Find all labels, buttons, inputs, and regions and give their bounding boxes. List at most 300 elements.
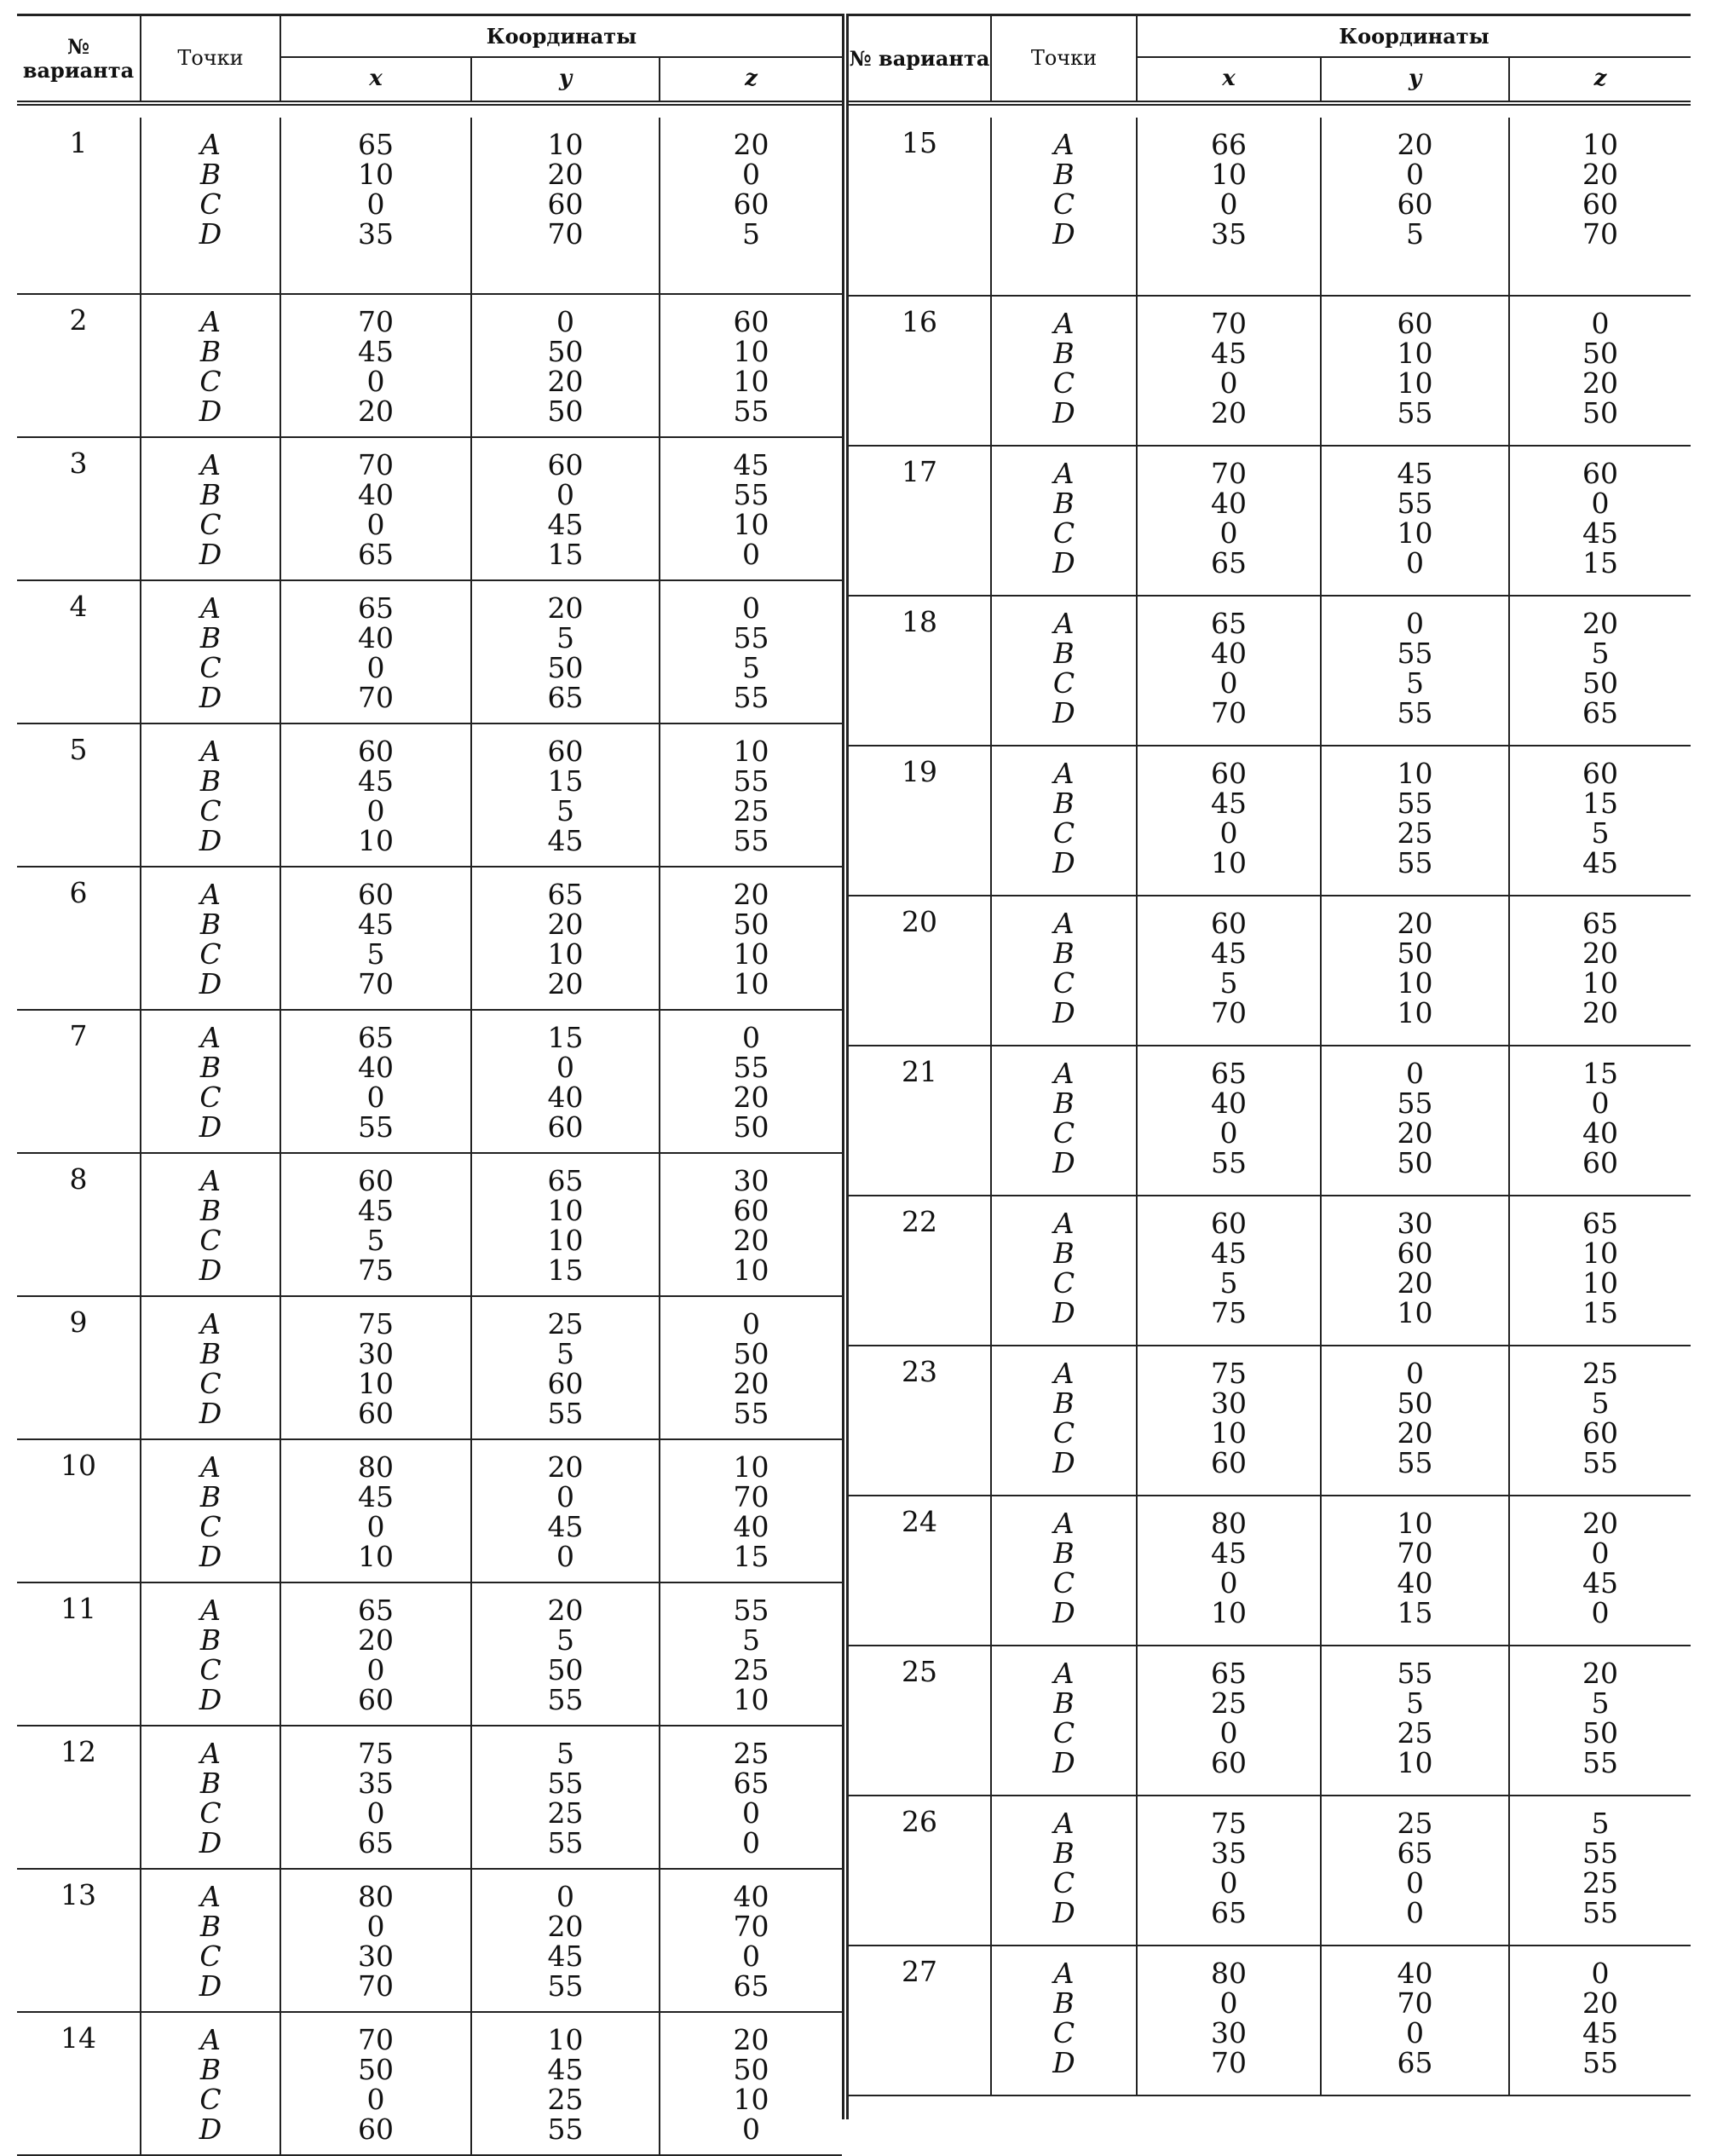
points-cell — [992, 118, 1138, 295]
x-value: 45 — [1211, 1536, 1247, 1570]
y-value: 0 — [556, 1540, 574, 1573]
point-label: B — [199, 764, 222, 798]
y-header: y — [1322, 58, 1510, 101]
z-value: 0 — [742, 2113, 760, 2146]
z-value: 20 — [1582, 1986, 1618, 2020]
variant-number: 14 — [17, 2013, 141, 2154]
x-cell — [281, 1727, 472, 1868]
y-value: 50 — [547, 335, 584, 368]
z-value: 50 — [733, 2053, 769, 2086]
points-cell — [992, 1496, 1138, 1645]
y-value: 45 — [547, 824, 584, 857]
z-cell — [660, 868, 842, 1009]
variant-number: 1 — [17, 118, 141, 293]
variant-number: 2 — [17, 295, 141, 436]
x-value: 65 — [1211, 607, 1247, 640]
point-label: D — [1052, 1596, 1075, 1629]
x-value: 60 — [358, 878, 394, 911]
points-cell — [141, 724, 281, 866]
point-label: A — [200, 128, 221, 161]
y-value: 60 — [547, 735, 584, 768]
right-rows — [849, 118, 1691, 2095]
point-label: D — [199, 395, 222, 428]
y-value: 65 — [1397, 2046, 1433, 2079]
table-header — [17, 14, 842, 106]
x-value: 30 — [358, 1337, 394, 1370]
z-cell — [660, 2013, 842, 2154]
z-cell — [660, 1440, 842, 1582]
x-value: 30 — [1211, 2016, 1247, 2049]
y-cell — [472, 1011, 660, 1152]
y-value: 0 — [556, 1480, 574, 1513]
point-label: D — [1052, 546, 1075, 579]
table-row — [17, 118, 842, 293]
z-value: 70 — [733, 1910, 769, 1943]
z-value: 25 — [1582, 1866, 1618, 1899]
x-value: 70 — [1211, 457, 1247, 490]
y-value: 20 — [547, 1594, 584, 1627]
point-label: A — [200, 448, 221, 481]
y-value: 0 — [1406, 546, 1424, 579]
point-label: B — [199, 1051, 222, 1084]
z-value: 10 — [733, 1254, 769, 1287]
points-cell — [141, 295, 281, 436]
point-label: C — [1052, 2016, 1075, 2049]
point-label: C — [1052, 666, 1075, 700]
x-value: 75 — [358, 1737, 394, 1770]
x-cell — [1138, 1796, 1322, 1945]
y-cell — [1322, 1046, 1510, 1195]
x-cell — [281, 724, 472, 866]
variant-header: № варианта — [849, 16, 992, 101]
y-cell — [472, 1870, 660, 2011]
points-cell — [141, 581, 281, 723]
x-cell — [1138, 747, 1322, 895]
y-value: 0 — [556, 305, 574, 338]
point-label: B — [1053, 1087, 1075, 1120]
y-value: 25 — [547, 1307, 584, 1340]
point-label: B — [1053, 787, 1075, 820]
y-value: 25 — [547, 2083, 584, 2116]
table-row — [17, 293, 842, 436]
point-label: C — [199, 1081, 222, 1114]
x-value: 0 — [1219, 516, 1238, 550]
x-value: 40 — [358, 478, 394, 511]
x-value: 80 — [1211, 1507, 1247, 1540]
x-value: 10 — [358, 1367, 394, 1400]
z-cell — [660, 1870, 842, 2011]
z-cell — [660, 581, 842, 723]
z-value: 45 — [733, 448, 769, 481]
z-value: 5 — [1591, 637, 1610, 670]
z-value: 0 — [1591, 487, 1610, 520]
x-value: 45 — [1211, 787, 1247, 820]
z-value: 60 — [1582, 757, 1618, 790]
y-value: 0 — [1406, 1896, 1424, 1929]
table-row — [849, 1045, 1691, 1195]
y-cell — [1322, 297, 1510, 445]
point-label: C — [1052, 1116, 1075, 1150]
left-rows — [17, 118, 842, 2154]
table-row — [17, 2011, 842, 2154]
x-value: 40 — [1211, 487, 1247, 520]
z-value: 10 — [1582, 128, 1618, 161]
z-value: 65 — [733, 1767, 769, 1800]
x-value: 70 — [1211, 307, 1247, 340]
x-value: 75 — [358, 1254, 394, 1287]
y-value: 55 — [1397, 396, 1433, 429]
y-value: 10 — [1397, 1507, 1433, 1540]
z-value: 10 — [733, 967, 769, 1000]
point-label: B — [199, 621, 222, 654]
x-value: 75 — [1211, 1357, 1247, 1390]
variant-number: 13 — [17, 1870, 141, 2011]
point-label: D — [199, 538, 222, 571]
point-label: B — [1053, 1237, 1075, 1270]
y-value: 55 — [547, 1826, 584, 1859]
z-value: 20 — [1582, 937, 1618, 970]
z-cell — [1510, 896, 1691, 1045]
x-value: 60 — [1211, 1746, 1247, 1779]
point-label: A — [200, 2023, 221, 2056]
z-value: 0 — [1591, 1596, 1610, 1629]
points-cell — [141, 1440, 281, 1582]
point-label: B — [1053, 1986, 1075, 2020]
points-cell — [992, 747, 1138, 895]
points-cell — [141, 868, 281, 1009]
z-value: 20 — [1582, 607, 1618, 640]
point-label: D — [1052, 696, 1075, 729]
table-row — [849, 1345, 1691, 1495]
z-value: 55 — [1582, 1836, 1618, 1870]
z-value: 55 — [733, 395, 769, 428]
point-label: B — [1053, 1686, 1075, 1720]
variant-number: 16 — [849, 297, 992, 445]
point-label: A — [200, 591, 221, 625]
z-value: 0 — [1591, 307, 1610, 340]
variant-number: 11 — [17, 1583, 141, 1725]
z-value: 55 — [733, 478, 769, 511]
y-cell — [1322, 118, 1510, 295]
z-value: 65 — [1582, 907, 1618, 940]
y-value: 10 — [1397, 996, 1433, 1029]
z-cell — [660, 1154, 842, 1295]
y-value: 10 — [547, 128, 584, 161]
x-cell — [1138, 1496, 1322, 1645]
x-value: 0 — [366, 2083, 385, 2116]
x-value: 70 — [358, 681, 394, 714]
y-value: 20 — [547, 967, 584, 1000]
y-value: 20 — [1397, 1116, 1433, 1150]
x-value: 0 — [366, 187, 385, 221]
y-value: 10 — [1397, 1296, 1433, 1329]
point-label: C — [1052, 1716, 1075, 1750]
y-value: 45 — [547, 1940, 584, 1973]
x-value: 60 — [1211, 907, 1247, 940]
point-label: D — [1052, 1746, 1075, 1779]
point-label: C — [199, 1796, 222, 1830]
x-value: 50 — [358, 2053, 394, 2086]
point-label: D — [199, 217, 222, 251]
y-value: 10 — [1397, 337, 1433, 370]
points-cell — [992, 297, 1138, 445]
z-value: 60 — [1582, 187, 1618, 221]
points-cell — [141, 2013, 281, 2154]
y-cell — [472, 438, 660, 579]
x-value: 60 — [1211, 757, 1247, 790]
point-label: A — [1053, 1357, 1075, 1390]
y-value: 20 — [547, 1910, 584, 1943]
point-label: C — [199, 1653, 222, 1686]
variant-number: 19 — [849, 747, 992, 895]
point-label: C — [199, 794, 222, 827]
x-value: 45 — [1211, 337, 1247, 370]
point-label: B — [199, 908, 222, 941]
y-value: 5 — [556, 1623, 574, 1657]
y-value: 0 — [556, 1051, 574, 1084]
x-value: 35 — [358, 1767, 394, 1800]
coordinates-header: Координаты — [281, 16, 842, 58]
x-value: 0 — [1219, 666, 1238, 700]
table-row — [17, 1725, 842, 1868]
y-value: 40 — [1397, 1566, 1433, 1600]
point-label: A — [200, 1880, 221, 1913]
x-value: 10 — [358, 158, 394, 191]
z-value: 55 — [1582, 1896, 1618, 1929]
x-value: 0 — [366, 365, 385, 398]
z-value: 20 — [1582, 996, 1618, 1029]
variant-number: 17 — [849, 447, 992, 595]
x-value: 70 — [1211, 2046, 1247, 2079]
x-value: 60 — [358, 1397, 394, 1430]
variant-number: 26 — [849, 1796, 992, 1945]
y-value: 20 — [547, 1450, 584, 1484]
z-cell — [660, 1297, 842, 1438]
x-value: 5 — [1219, 1266, 1238, 1300]
y-value: 0 — [556, 1880, 574, 1913]
z-value: 50 — [1582, 396, 1618, 429]
point-label: A — [1053, 128, 1075, 161]
point-label: B — [1053, 1536, 1075, 1570]
z-value: 15 — [733, 1540, 769, 1573]
y-value: 5 — [1406, 666, 1424, 700]
x-value: 65 — [358, 128, 394, 161]
points-cell — [141, 1583, 281, 1725]
x-cell — [1138, 297, 1322, 445]
point-label: A — [200, 735, 221, 768]
y-value: 20 — [547, 908, 584, 941]
center-divider — [842, 14, 849, 2119]
point-label: C — [1052, 1416, 1075, 1450]
y-value: 50 — [547, 651, 584, 684]
table-row — [17, 436, 842, 579]
variant-number: 7 — [17, 1011, 141, 1152]
y-value: 10 — [1397, 516, 1433, 550]
y-value: 70 — [1397, 1536, 1433, 1570]
z-value: 45 — [1582, 1566, 1618, 1600]
y-value: 55 — [547, 2113, 584, 2146]
y-value: 55 — [1397, 1657, 1433, 1690]
x-cell — [281, 118, 472, 293]
point-label: D — [199, 681, 222, 714]
point-label: D — [199, 1969, 222, 2003]
y-cell — [472, 1727, 660, 1868]
z-cell — [660, 1011, 842, 1152]
x-value: 75 — [358, 1307, 394, 1340]
y-cell — [1322, 1646, 1510, 1795]
variant-number: 25 — [849, 1646, 992, 1795]
points-cell — [141, 1727, 281, 1868]
x-header: x — [281, 58, 472, 101]
x-value: 10 — [1211, 158, 1247, 191]
point-label: D — [199, 824, 222, 857]
x-value: 80 — [1211, 1957, 1247, 1990]
z-value: 60 — [733, 187, 769, 221]
point-label: A — [1053, 1507, 1075, 1540]
z-value: 10 — [733, 508, 769, 541]
y-value: 50 — [1397, 1146, 1433, 1179]
x-value: 10 — [1211, 846, 1247, 879]
table-row — [17, 1009, 842, 1152]
y-value: 5 — [1406, 217, 1424, 251]
z-value: 40 — [733, 1880, 769, 1913]
z-value: 10 — [733, 2083, 769, 2116]
x-value: 5 — [366, 1224, 385, 1257]
x-cell — [1138, 1046, 1322, 1195]
x-value: 45 — [1211, 1237, 1247, 1270]
y-value: 15 — [1397, 1596, 1433, 1629]
y-value: 55 — [547, 1683, 584, 1716]
y-value: 20 — [1397, 128, 1433, 161]
point-label: A — [1053, 457, 1075, 490]
z-cell — [1510, 1646, 1691, 1795]
point-label: D — [1052, 996, 1075, 1029]
table-row — [849, 1195, 1691, 1345]
y-value: 5 — [556, 1737, 574, 1770]
y-value: 0 — [556, 478, 574, 511]
y-value: 10 — [547, 937, 584, 971]
x-cell — [281, 1011, 472, 1152]
x-value: 5 — [366, 937, 385, 971]
point-label: C — [199, 508, 222, 541]
point-label: C — [1052, 1566, 1075, 1600]
x-value: 65 — [1211, 1896, 1247, 1929]
z-value: 0 — [742, 1307, 760, 1340]
points-header: Точки — [141, 16, 281, 101]
y-value: 70 — [547, 217, 584, 251]
z-value: 25 — [1582, 1357, 1618, 1390]
x-value: 45 — [358, 335, 394, 368]
z-value: 0 — [742, 158, 760, 191]
z-value: 20 — [1582, 366, 1618, 400]
y-value: 5 — [556, 794, 574, 827]
z-value: 5 — [1591, 1807, 1610, 1840]
point-label: C — [199, 651, 222, 684]
y-value: 0 — [1406, 1057, 1424, 1090]
point-label: A — [1053, 1657, 1075, 1690]
x-value: 65 — [1211, 1657, 1247, 1690]
table-header — [849, 14, 1691, 106]
z-value: 10 — [1582, 966, 1618, 1000]
z-header: z — [1593, 66, 1607, 92]
z-value: 20 — [733, 1081, 769, 1114]
x-value: 65 — [358, 1594, 394, 1627]
z-value: 25 — [733, 1737, 769, 1770]
table-row — [17, 579, 842, 723]
y-value: 65 — [547, 1164, 584, 1197]
y-value: 0 — [1406, 158, 1424, 191]
x-value: 20 — [1211, 396, 1247, 429]
y-cell — [1322, 1346, 1510, 1495]
point-label: D — [199, 1683, 222, 1716]
variant-number: 3 — [17, 438, 141, 579]
z-value: 10 — [733, 735, 769, 768]
point-label: B — [199, 1910, 222, 1943]
y-header: y — [472, 58, 660, 101]
table-row — [849, 445, 1691, 595]
y-value: 55 — [547, 1397, 584, 1430]
y-value: 10 — [547, 1224, 584, 1257]
z-value: 40 — [1582, 1116, 1618, 1150]
point-label: B — [1053, 158, 1075, 191]
point-label: C — [1052, 366, 1075, 400]
z-value: 10 — [733, 365, 769, 398]
point-label: B — [199, 1337, 222, 1370]
point-label: D — [199, 1110, 222, 1144]
x-cell — [1138, 1646, 1322, 1795]
z-value: 10 — [1582, 1237, 1618, 1270]
z-value: 50 — [733, 908, 769, 941]
y-value: 55 — [1397, 637, 1433, 670]
z-cell — [660, 1727, 842, 1868]
table-row — [849, 118, 1691, 295]
point-label: A — [1053, 907, 1075, 940]
x-value: 70 — [358, 305, 394, 338]
z-cell — [1510, 1496, 1691, 1645]
x-cell — [281, 1870, 472, 2011]
x-value: 0 — [1219, 1866, 1238, 1899]
y-value: 20 — [547, 365, 584, 398]
x-header: x — [1138, 58, 1322, 101]
point-label: A — [200, 1307, 221, 1340]
point-label: C — [1052, 516, 1075, 550]
x-value: 60 — [358, 2113, 394, 2146]
x-value: 60 — [358, 1164, 394, 1197]
z-value: 0 — [1591, 1536, 1610, 1570]
x-value: 40 — [1211, 1087, 1247, 1120]
y-cell — [472, 2013, 660, 2154]
x-value: 25 — [1211, 1686, 1247, 1720]
y-cell — [1322, 747, 1510, 895]
z-value: 5 — [1591, 1386, 1610, 1420]
y-value: 0 — [1406, 1866, 1424, 1899]
y-value: 50 — [1397, 937, 1433, 970]
z-value: 0 — [742, 1796, 760, 1830]
y-value: 55 — [1397, 1087, 1433, 1120]
y-value: 45 — [547, 2053, 584, 2086]
x-value: 65 — [1211, 1057, 1247, 1090]
right-table — [849, 14, 1691, 2096]
z-cell — [1510, 597, 1691, 745]
point-label: C — [1052, 1266, 1075, 1300]
y-cell — [472, 1583, 660, 1725]
point-label: C — [199, 1224, 222, 1257]
point-label: B — [1053, 937, 1075, 970]
points-cell — [992, 896, 1138, 1045]
y-value: 10 — [1397, 757, 1433, 790]
z-value: 20 — [733, 128, 769, 161]
x-cell — [1138, 597, 1322, 745]
